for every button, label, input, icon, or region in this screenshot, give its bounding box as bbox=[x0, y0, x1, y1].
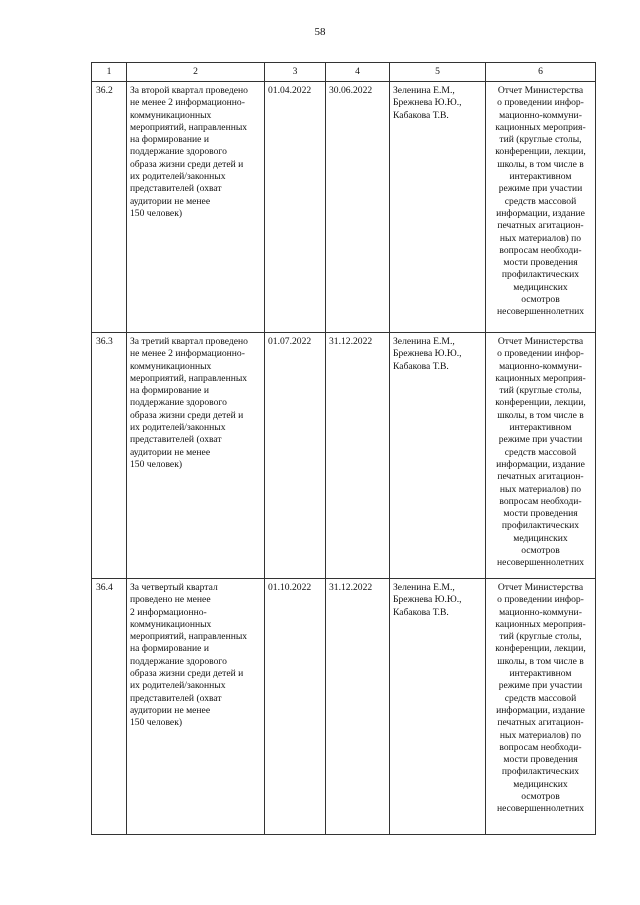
column-header: 3 bbox=[265, 63, 326, 82]
end-date: 30.06.2022 bbox=[326, 82, 390, 333]
expected-result: Отчет Министерства о проведении инфор- мационно-коммуни- кационных мероприя- тий (круглые столы, конференции, лекции, школы, в том числе в интерактивном режиме при участии средств массовой информации, издание печатных агитацион- ных материалов) по вопросам необходи- мости проведения профилактических медицинских осмотров несовершеннолетних bbox=[486, 82, 596, 333]
start-date: 01.10.2022 bbox=[265, 579, 326, 835]
expected-result: Отчет Министерства о проведении инфор- мационно-коммуни- кационных мероприя- тий (круглые столы, конференции, лекции, школы, в том числе в интерактивном режиме при участии средств массовой информации, издание печатных агитацион- ных материалов) по вопросам необходи- мости проведения профилактических медицинских осмотров несовершеннолетних bbox=[486, 333, 596, 579]
start-date: 01.07.2022 bbox=[265, 333, 326, 579]
column-header: 1 bbox=[92, 63, 127, 82]
table-row bbox=[92, 333, 596, 579]
start-date: 01.04.2022 bbox=[265, 82, 326, 333]
header-row bbox=[92, 63, 596, 82]
plan-table bbox=[91, 62, 596, 835]
responsible-persons: Зеленина Е.М., Брежнева Ю.Ю., Кабакова Т.В. bbox=[390, 82, 486, 333]
event-description: За третий квартал проведено не менее 2 информационно- коммуникационных мероприятий, направленных на формирование и поддержание здорового образа жизни среди детей и их родителей/законных представителей (охват аудитории не менее 150 человек) bbox=[127, 333, 265, 579]
table-row bbox=[92, 82, 596, 333]
end-date: 31.12.2022 bbox=[326, 579, 390, 835]
column-header: 6 bbox=[486, 63, 596, 82]
item-number: 36.3 bbox=[92, 333, 127, 579]
table-row bbox=[92, 579, 596, 835]
item-number: 36.4 bbox=[92, 579, 127, 835]
column-header: 5 bbox=[390, 63, 486, 82]
page-number: 58 bbox=[314, 26, 326, 38]
column-header: 4 bbox=[326, 63, 390, 82]
event-description: За второй квартал проведено не менее 2 информационно- коммуникационных мероприятий, направленных на формирование и поддержание здорового образа жизни среди детей и их родителей/законных представителей (охват аудитории не менее 150 человек) bbox=[127, 82, 265, 333]
column-header: 2 bbox=[127, 63, 265, 82]
item-number: 36.2 bbox=[92, 82, 127, 333]
event-description: За четвертый квартал проведено не менее 2 информационно- коммуникационных мероприятий, направленных на формирование и поддержание здорового образа жизни среди детей и их родителей/законных представителей (охват аудитории не менее 150 человек) bbox=[127, 579, 265, 835]
end-date: 31.12.2022 bbox=[326, 333, 390, 579]
expected-result: Отчет Министерства о проведении инфор- мационно-коммуни- кационных мероприя- тий (круглые столы, конференции, лекции, школы, в том числе в интерактивном режиме при участии средств массовой информации, издание печатных агитацион- ных материалов) по вопросам необходи- мости проведения профилактических медицинских осмотров несовершеннолетних bbox=[486, 579, 596, 835]
responsible-persons: Зеленина Е.М., Брежнева Ю.Ю., Кабакова Т.В. bbox=[390, 333, 486, 579]
responsible-persons: Зеленина Е.М., Брежнева Ю.Ю., Кабакова Т.В. bbox=[390, 579, 486, 835]
